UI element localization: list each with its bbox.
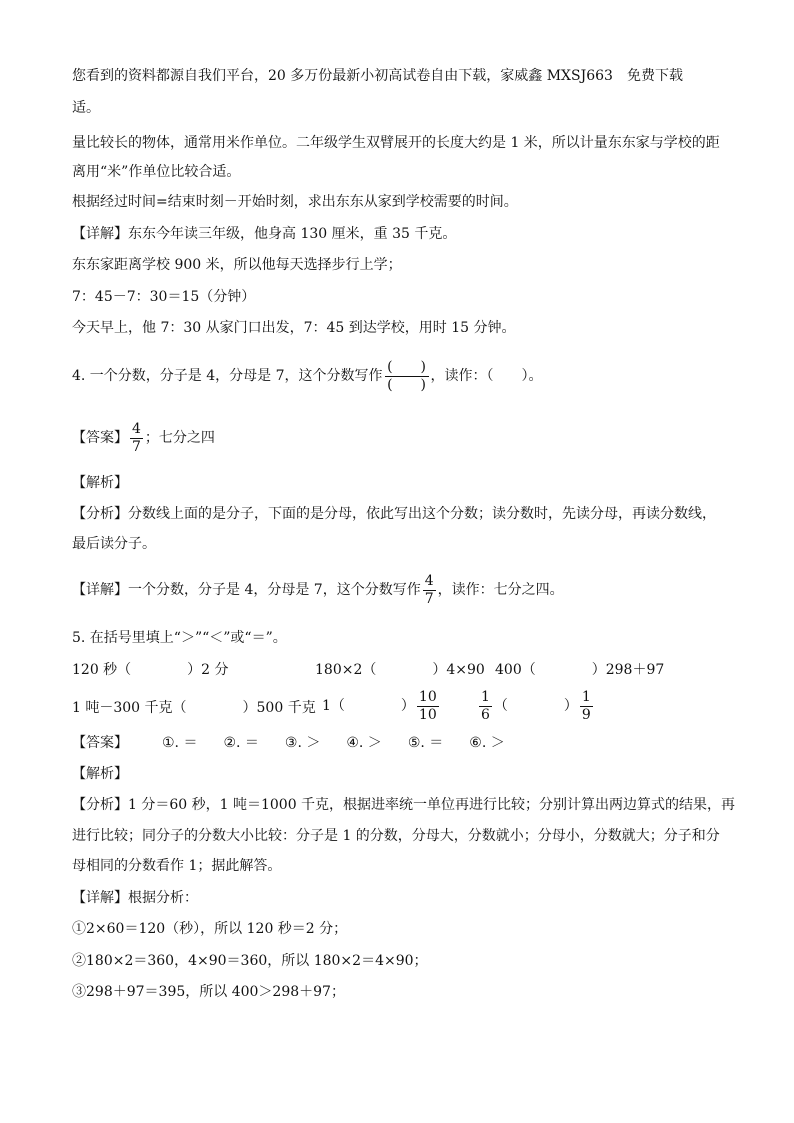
answer-label: 【答案】	[72, 735, 128, 751]
answer-item: ④. ＞	[346, 735, 382, 751]
text-line: 离用“米”作单位比较合适。	[72, 164, 241, 180]
detail-label: 【详解】根据分析：	[72, 890, 198, 906]
analysis-line: 【分析】分数线上面的是分子，下面的是分母，依此写出这个分数；读分数时，先读分母，再读分数线，	[72, 506, 716, 522]
text-line: 东东家距离学校 900 米，所以他每天选择步行上学；	[72, 257, 402, 273]
fraction-numerator: 1	[481, 688, 490, 705]
fraction-numerator: 4	[132, 420, 141, 437]
q5-item-5	[322, 686, 441, 726]
detail-line: 【详解】东东今年读三年级，他身高 130 厘米，重 35 千克。	[72, 226, 457, 242]
analysis-label: 【解析】	[72, 475, 128, 491]
answer-text: ；七分之四	[144, 430, 215, 446]
q5-fraction-ten-tenths	[417, 689, 439, 724]
answer-item: ⑤. ＝	[407, 735, 444, 751]
answer-item: ⑥. ＞	[469, 735, 505, 751]
q5-item-6	[477, 686, 595, 726]
q5-item-5-text: 1（ ）	[322, 698, 415, 714]
answer-item: ①. ＝	[162, 735, 198, 751]
answer-item: ②. ＝	[223, 735, 259, 751]
q4-stem-text: 4. 一个分数，分子是 4，分母是 7，这个分数写作	[72, 368, 383, 384]
q5-answer	[72, 733, 531, 753]
text-line: 根据经过时间=结束时刻－开始时刻，求出东东从家到学校需要的时间。	[72, 194, 518, 210]
q4-detail	[72, 570, 564, 610]
detail-text-tail: ，读作：七分之四。	[437, 582, 564, 598]
q5-item-4: 1 吨－300 千克（ ）500 千克	[72, 700, 316, 716]
q4-stem-text-tail: ，读作：（ ）。	[430, 368, 543, 384]
analysis-line: 最后读分子。	[72, 536, 156, 552]
detail-text: 【详解】一个分数，分子是 4，分母是 7，这个分数写作	[72, 582, 421, 598]
q5-fraction-one-sixth	[479, 689, 492, 724]
q5-fraction-one-ninth	[580, 689, 593, 724]
answer-item: ③. ＞	[284, 735, 321, 751]
q5-item-2: 180×2（ ）4×90	[315, 662, 485, 678]
analysis-line: 进行比较；同分子的分数大小比较：分子是 1 的分数，分母大，分数就小；分母小，分数就大；分子和分	[72, 828, 720, 844]
text-line: 今天早上，他 7：30 从家门口出发，7：45 到达学校，用时 15 分钟。	[72, 320, 516, 336]
analysis-label: 【解析】	[72, 766, 128, 782]
fraction-numerator: 10	[418, 688, 437, 705]
detail-line: ①2×60＝120（秒），所以 120 秒＝2 分；	[72, 921, 348, 937]
q5-item-3: 400（ ）298＋97	[495, 662, 665, 678]
q5-item-6-blank: （ ）	[493, 698, 578, 714]
fraction-denominator: 7	[132, 438, 141, 455]
fraction-numerator: 4	[424, 572, 434, 589]
detail-line: ②180×2＝360，4×90＝360，所以 180×2＝4×90；	[72, 953, 428, 969]
calc-line: 7：45－7：30＝15（分钟）	[72, 289, 256, 305]
fraction-numerator: 1	[581, 688, 591, 705]
q4-blank-fraction	[385, 359, 429, 394]
fraction-denominator: 9	[581, 706, 591, 723]
fraction-denominator: ( )	[387, 376, 426, 393]
q4-answer	[72, 418, 215, 458]
text-line: 量比较长的物体，通常用米作单位。二年级学生双臂展开的长度大约是 1 米，所以计量东东家与学校的距	[72, 135, 720, 151]
analysis-line: 【分析】1 分＝60 秒，1 吨＝1000 千克，根据进率统一单位再进行比较；分别计算出两边算式的结果，再	[72, 797, 736, 813]
q5-stem: 5. 在括号里填上“＞”“＜”或“＝”。	[72, 630, 287, 646]
detail-line: ③298＋97＝395，所以 400＞298＋97；	[72, 984, 345, 1000]
text-line: 适。	[72, 100, 100, 116]
fraction-numerator: ( )	[385, 359, 429, 377]
q5-item-1: 120 秒（ ）2 分	[72, 662, 229, 678]
fraction-denominator: 7	[424, 590, 434, 607]
answer-label: 【答案】	[72, 430, 128, 446]
fraction-denominator: 6	[481, 706, 490, 723]
q4-stem	[72, 356, 543, 396]
fraction-denominator: 10	[418, 706, 437, 723]
analysis-line: 母相同的分数看作 1；据此解答。	[72, 858, 282, 874]
q4-answer-fraction	[130, 421, 143, 456]
q4-detail-fraction	[423, 573, 436, 608]
promo-text: 您看到的资料都源自我们平台，20 多万份最新小初高试卷自由下载，家威鑫 MXSJ663 免费下载	[72, 68, 683, 84]
